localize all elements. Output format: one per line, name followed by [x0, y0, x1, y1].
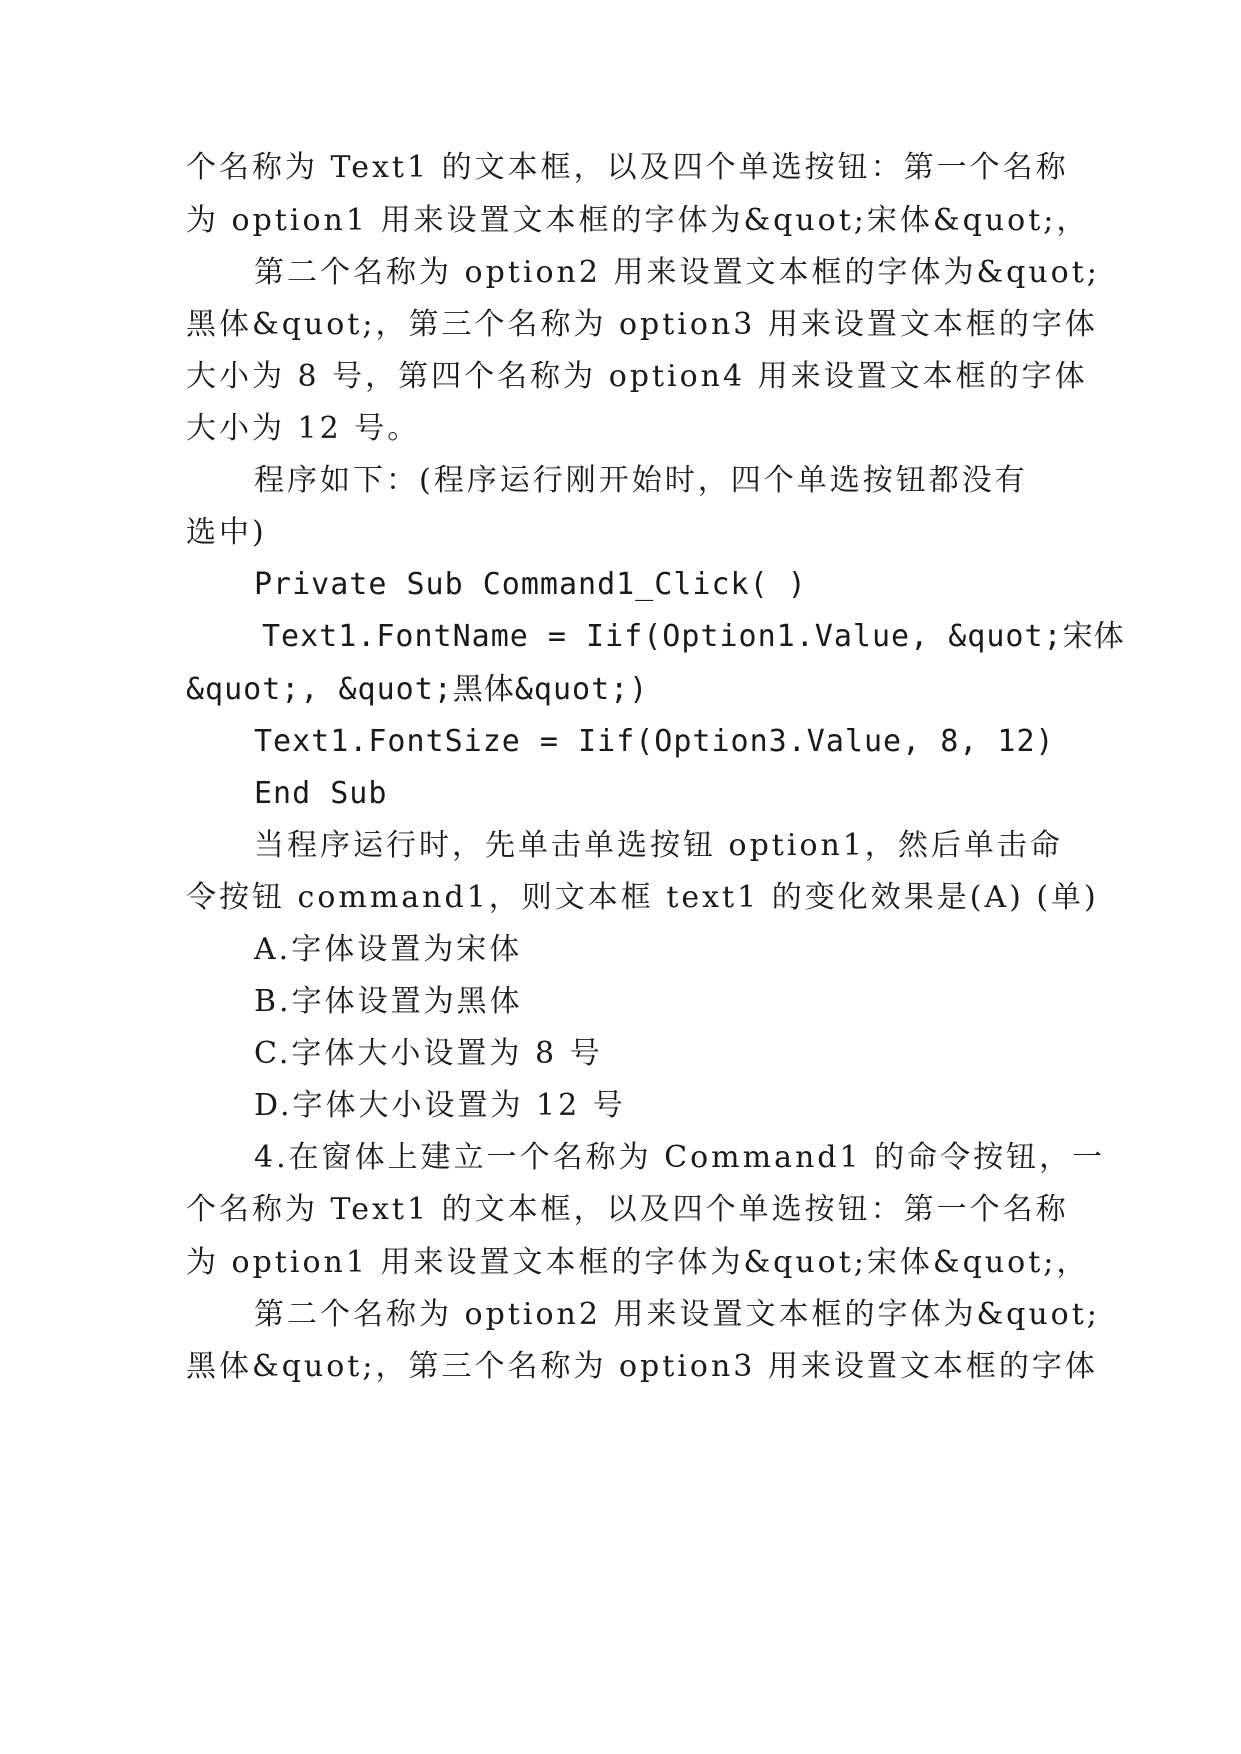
text-line: 黑体&quot;，第三个名称为 option3 用来设置文本框的字体 [186, 1349, 1098, 1384]
option-b: B.字体设置为黑体 [254, 984, 523, 1019]
code-line: End Sub [254, 776, 388, 811]
code-line: &quot;, &quot;黑体&quot;) [186, 672, 649, 707]
text-line: 第二个名称为 option2 用来设置文本框的字体为&quot; [254, 1297, 1100, 1332]
text-line: 大小为 12 号。 [186, 411, 421, 446]
text-line: 当程序运行时，先单击单选按钮 option1，然后单击命 [254, 828, 1063, 863]
text-line: 程序如下：(程序运行刚开始时，四个单选按钮都没有 [254, 463, 1028, 498]
option-d: D.字体大小设置为 12 号 [254, 1088, 626, 1123]
option-c: C.字体大小设置为 8 号 [254, 1036, 603, 1071]
text-line: 个名称为 Text1 的文本框，以及四个单选按钮：第一个名称 [186, 150, 1069, 185]
text-line: 4.在窗体上建立一个名称为 Command1 的命令按钮，一 [254, 1140, 1106, 1175]
text-line: 令按钮 command1，则文本框 text1 的变化效果是(A) (单) [186, 880, 1099, 915]
text-line: 为 option1 用来设置文本框的字体为&quot;宋体&quot;， [186, 1245, 1090, 1280]
text-line: 黑体&quot;，第三个名称为 option3 用来设置文本框的字体 [186, 307, 1098, 342]
text-line: 大小为 8 号，第四个名称为 option4 用来设置文本框的字体 [186, 359, 1088, 394]
option-a: A.字体设置为宋体 [254, 932, 523, 967]
text-line: 第二个名称为 option2 用来设置文本框的字体为&quot; [254, 255, 1100, 290]
code-line: Text1.FontName = Iif(Option1.Value, &quot;宋体 [262, 619, 1125, 654]
text-line: 选中) [186, 515, 267, 550]
code-line: Private Sub Command1_Click( ) [254, 567, 807, 602]
code-line: Text1.FontSize = Iif(Option3.Value, 8, 12) [254, 724, 1055, 759]
text-line: 个名称为 Text1 的文本框，以及四个单选按钮：第一个名称 [186, 1192, 1069, 1227]
text-line: 为 option1 用来设置文本框的字体为&quot;宋体&quot;， [186, 203, 1090, 238]
